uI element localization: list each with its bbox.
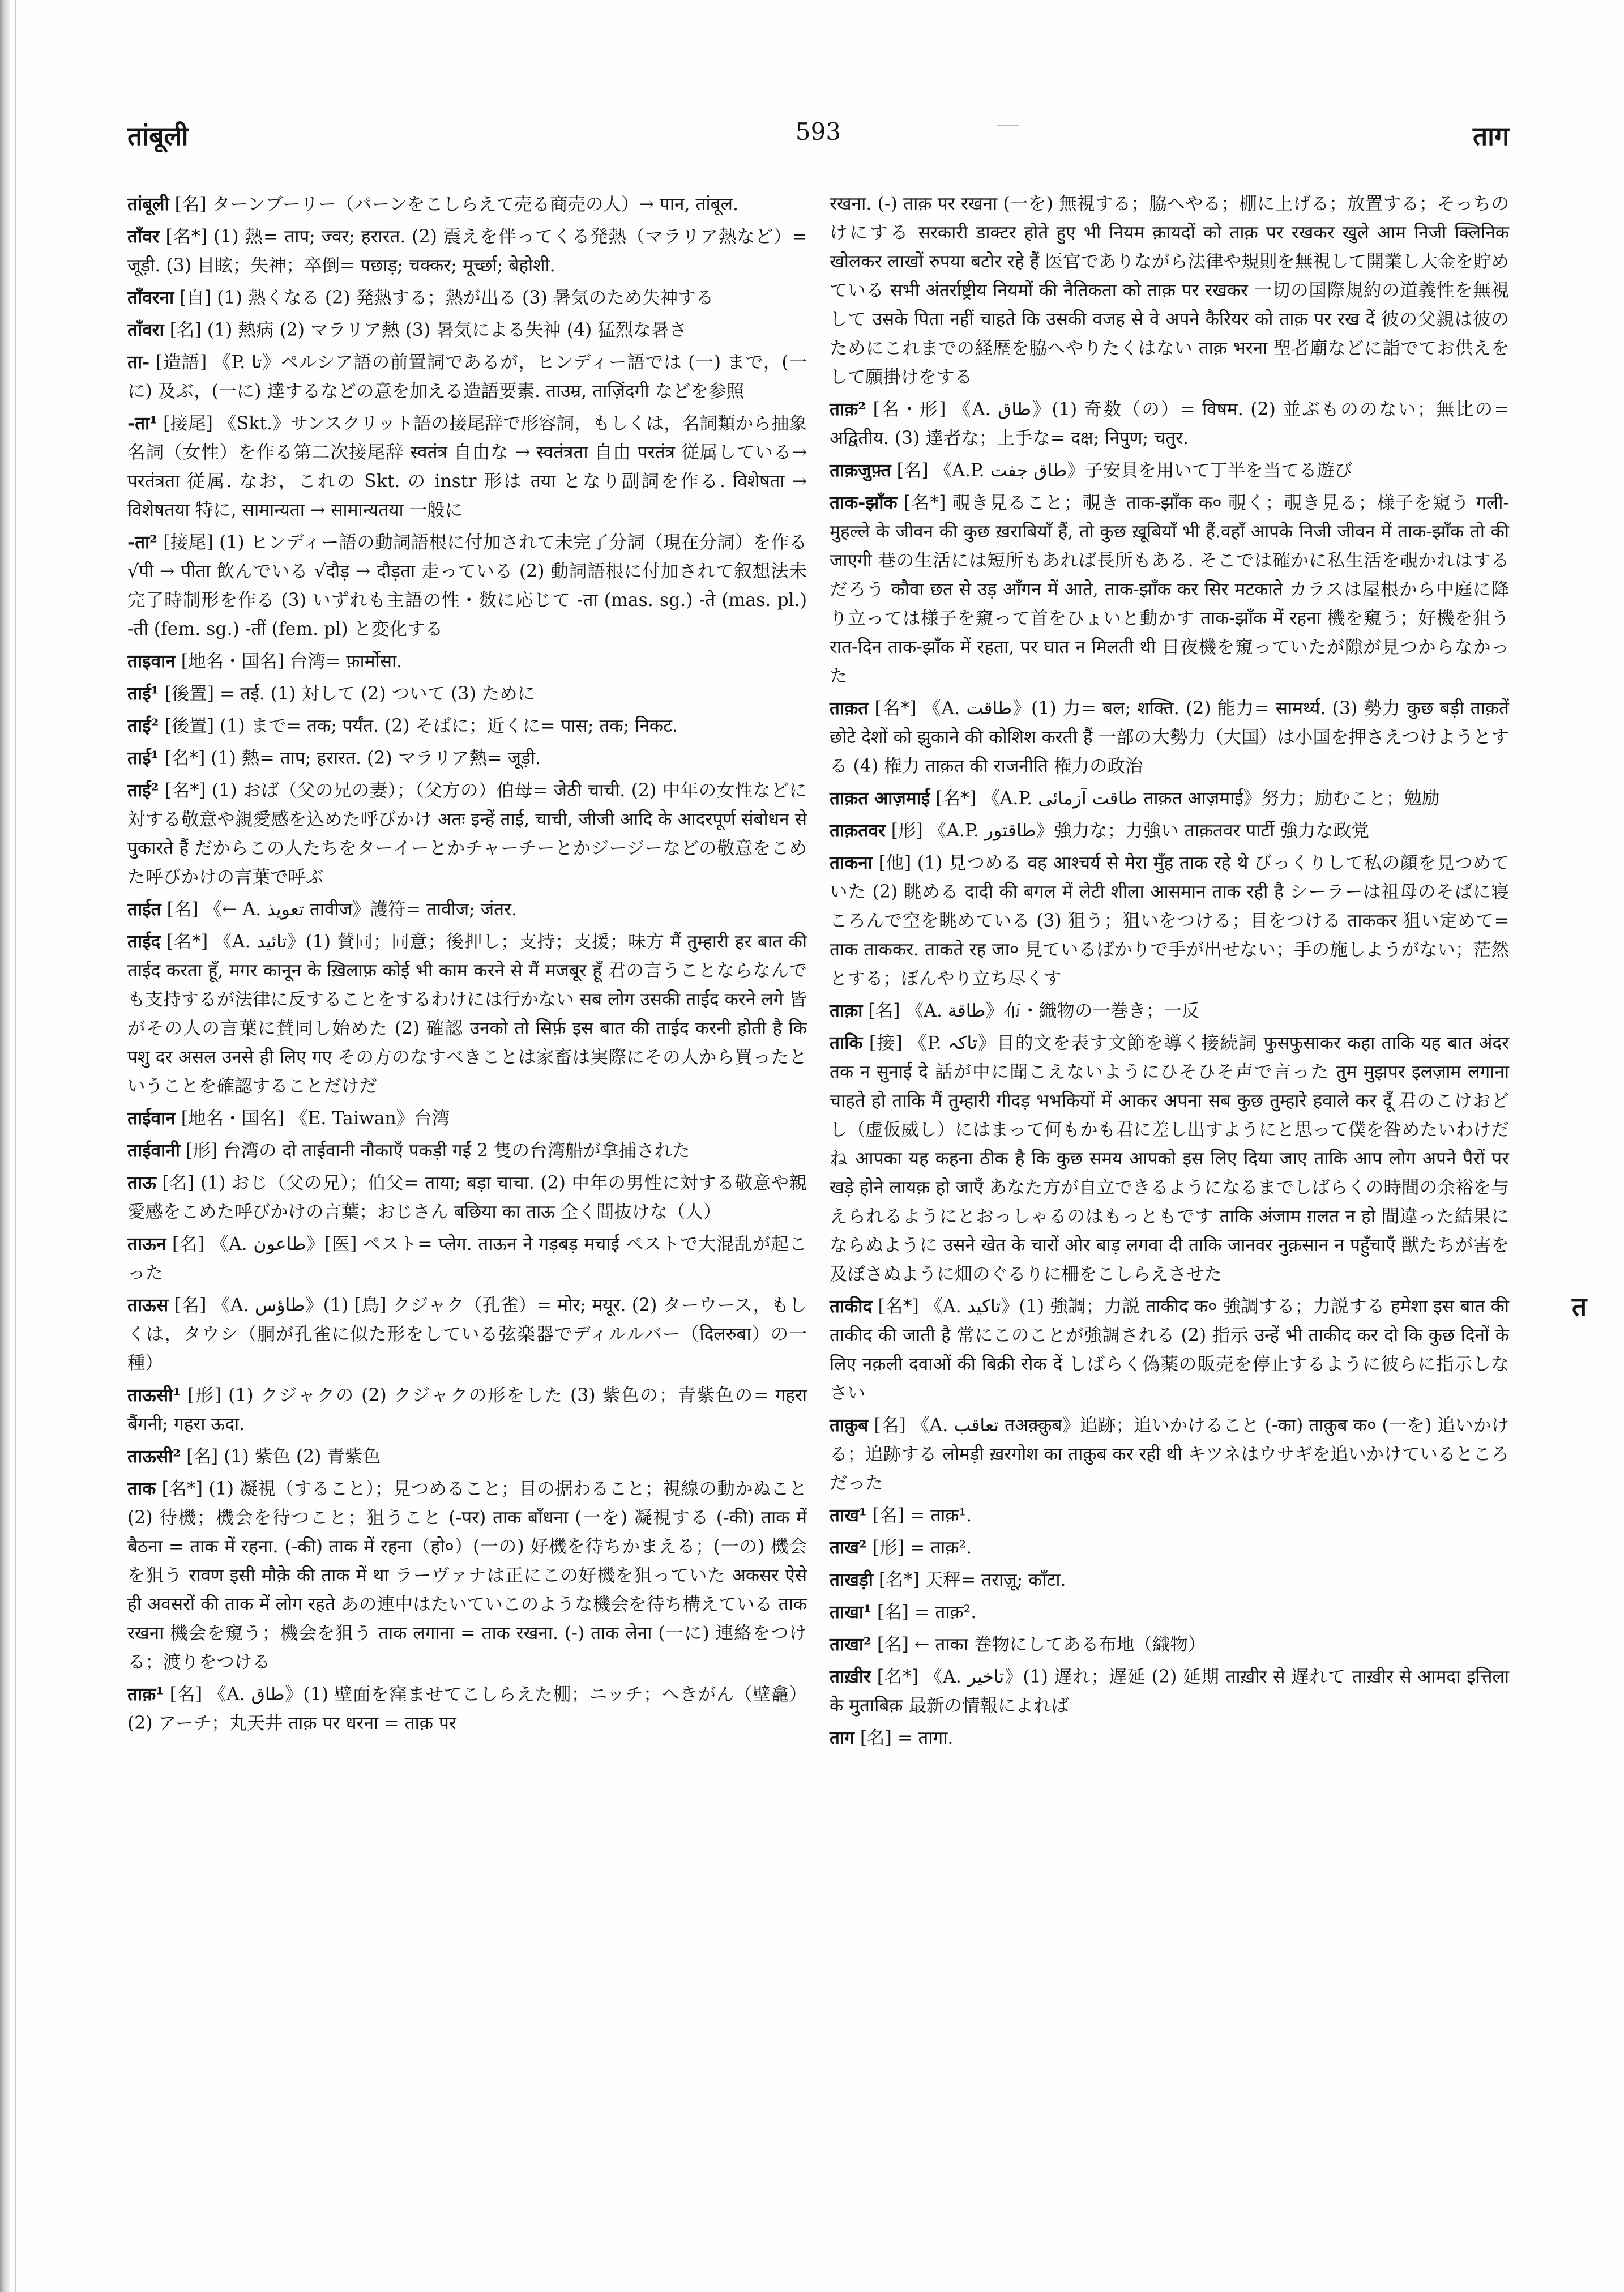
entry-headword: ताकीद xyxy=(830,1296,873,1317)
dictionary-entry xyxy=(127,744,807,773)
entry-headword: ताऊसी¹ xyxy=(127,1385,181,1406)
entry-headword: ताई¹ xyxy=(127,748,159,769)
entry-definition: [名・形] 《A. طاق》(1) 奇数（の）= विषम. (2) 並ぶもののない；無比の= अद्वितीय. (3) 達者な；上手な= दक्ष; निपुण; चतुर. xyxy=(830,399,1510,449)
entry-headword: ताक़तवर xyxy=(830,820,886,841)
entry-definition: [名*] 《A. طاقت》(1) 力= बल; शक्ति. (2) 能力= सामर्थ्य. (3) 勢力 कुछ बड़ी ताक़तें छोटे देशों को झुकाने की कोशिश करती हैं 一部の大勢力（大国）は小国を押さえつけようとする (4) 権力 ताक़त की राजनीति 権力の政治 xyxy=(830,698,1509,776)
entry-definition: [名*] (1) 熱= ताप; ज्वर; हरारत. (2) 震えを伴ってくる発熱（マラリア熱など）= जूड़ी. (3) 目眩；失神；卒倒= पछाड़; चक्कर; मूर्च्छा; बेहोशी. xyxy=(127,227,807,276)
dictionary-entry xyxy=(830,694,1509,781)
entry-definition: [名*] 《A. تائيد》(1) 賛同；同意；後押し；支持；支援；味方 मैं तुम्हारी हर बात की ताईद करता हूँ, मगर कानून के ख़िलाफ़ कोई भी काम करने से मैं मजबूर हूँ 君の言うことならなんでも支持するが法律に反することをするわけには行かない सब लोग उसकी ताईद करने लगे 皆がその人の言葉に賛同し始めた (2) 確認 उनको तो सिर्फ़ इस बात की ताईद करनी होती है कि पशु दर असल उनसे ही लिए गए その方のなすべきことは家畜は実際にその人から買ったということを確認することだけだ xyxy=(127,932,807,1096)
entry-headword: ताख² xyxy=(830,1537,867,1558)
scan-binding-edge xyxy=(0,0,10,2292)
entry-definition: [名*] (1) 熱= ताप; हरारत. (2) マラリア熱= जूड़ी. xyxy=(164,748,541,769)
dictionary-entry xyxy=(830,996,1509,1026)
entry-definition: [自] (1) 熱くなる (2) 発熱する；熱が出る (3) 暑気のため失神する xyxy=(180,288,714,308)
entry-headword: ताँवरा xyxy=(127,319,164,340)
dictionary-entry xyxy=(127,647,807,676)
dictionary-entry xyxy=(830,1630,1509,1659)
dictionary-entry xyxy=(127,776,807,892)
entry-headword: ताखा² xyxy=(830,1634,871,1655)
dictionary-entry xyxy=(127,190,807,219)
entry-definition: [地名・国名] 台湾= फ़ार्मोसा. xyxy=(181,651,403,672)
entry-definition: रखना. (-) ताक़ पर रखना (一を) 無視する；脇へやる；棚に上げる；放置する；そっちのけにする सरकारी डाक्टर होते हुए भी नियम क़ायदों को ताक़ पर रखकर खुले आम निजी क्लिनिक खोलकर लाखों रुपया बटोर रहे हैं 医官でありながら法律や規則を無視して開業し大金を貯めている सभी अंतर्राष्ट्रीय नियमों की नैतिकता को ताक़ पर रखकर 一切の国際規約の道義性を無視して उसके पिता नहीं चाहते कि उसकी वजह से वे अपने कैरियर को ताक़ पर रख दें 彼の父親は彼のためにこれまでの経歴を脇へやりたくはない ताक़ भरना 聖者廟などに詣でてお供えをして願掛けをする xyxy=(830,194,1509,387)
entry-definition: [名] 《A. طاق》(1) 壁面を窪ませてこしらえた棚；ニッチ；へきがん（壁龕） (2) アーチ；丸天井 ताक़ पर धरना = ताक़ पर xyxy=(127,1684,807,1734)
entry-headword: ताँवर xyxy=(127,226,160,247)
entry-definition: [名*] 《A.P. طاقت آزمائی ताक़त आज़माई》努力；励むこと；勉励 xyxy=(935,788,1440,809)
entry-headword: ताकि xyxy=(830,1032,863,1053)
dictionary-entry xyxy=(127,1381,807,1439)
header-guide-word-right: ताग xyxy=(1472,121,1509,151)
entry-headword: ताखड़ी xyxy=(830,1569,873,1590)
entry-headword: ताखा¹ xyxy=(830,1602,871,1623)
dictionary-entry xyxy=(830,1501,1509,1530)
entry-headword: ता- xyxy=(127,352,150,373)
entry-headword: ताईवानी xyxy=(127,1140,180,1161)
entry-definition: [接尾] (1) ヒンディー語の動詞語根に付加されて未完了分詞（現在分詞）を作る √पी → पीता 飲んでいる √दौड़ → दौड़ता 走っている (2) 動詞語根に付加されて叙想法未完了時制形を作る (3) いずれも主語の性・数に応じて -ता (mas. sg.) -ते (mas. pl.) -ती (fem. sg.) -तीं (fem. pl) と変化する xyxy=(127,532,807,639)
entry-headword: -ता² xyxy=(127,532,157,553)
dictionary-column-right xyxy=(830,190,1509,1756)
dictionary-entry xyxy=(830,1533,1509,1563)
dictionary-entry xyxy=(127,895,807,924)
dictionary-entry xyxy=(127,1291,807,1378)
entry-headword: ताक xyxy=(127,1478,156,1499)
entry-definition: [名] 《A. طاقة》布・織物の一巻き；一反 xyxy=(868,1001,1200,1021)
entry-definition: [名] (1) おじ（父の兄）；伯父= ताया; बड़ा चाचा. (2) 中年の男性に対する敬意や親愛感をこめた呼びかけの言葉；おじさん बछिया का ताऊ 全く間抜けな（人） xyxy=(127,1173,807,1222)
entry-headword: ताईत xyxy=(127,899,161,920)
dictionary-entry xyxy=(127,222,807,280)
entry-definition: [後置] (1) まで= तक; पर्यंत. (2) そばに；近くに= पास; तक; निकट. xyxy=(164,716,678,736)
entry-definition: [形] 台湾の दो ताईवानी नौकाएँ पकड़ी गईं 2 隻の台湾船が拿捕された xyxy=(185,1141,690,1161)
dictionary-entry xyxy=(830,1292,1509,1408)
entry-definition: [名] 《A. تعاقب तअक़्क़ुब》追跡；追いかけること (-का) ताक़ुब क० (一を) 追いかける；追跡する लोमड़ी ख़रगोश का ताक़ुब कर रही थी キツネはウサギを追いかけているところだった xyxy=(830,1415,1509,1493)
dictionary-entry xyxy=(830,1598,1509,1627)
thumb-index-letter: त xyxy=(1572,1291,1587,1322)
entry-headword: ताईद xyxy=(127,931,161,952)
dictionary-entry xyxy=(830,1723,1509,1753)
entry-headword: ताइवान xyxy=(127,651,176,672)
entry-headword: ताक़ा xyxy=(830,1000,863,1021)
dictionary-entry xyxy=(127,1474,807,1677)
scan-binding-line xyxy=(15,0,16,2292)
dictionary-entry xyxy=(830,1028,1509,1289)
entry-definition: [接尾] 《Skt.》サンスクリット語の接尾辞で形容詞，もしくは，名詞類から抽象名詞（女性）を作る第二次接尾辞 स्वतंत्र 自由な → स्वतंत्रता 自由 परतंत्र 従属している→ परतंत्रता 従属. なお，これの Skt. の instr 形は तया となり副詞を作る. विशेषता → विशेषतया 特に, सामान्यता → सामान्यतया 一般に xyxy=(127,413,807,520)
entry-definition: [名] 《A.P. طاق جفت》子安貝を用いて丁半を当てる遊び xyxy=(896,460,1353,481)
entry-definition: [形] (1) クジャクの (2) クジャクの形をした (3) 紫色の；青紫色の= गहरा बैंगनी; गहरा ऊदा. xyxy=(127,1385,807,1435)
dictionary-entry xyxy=(127,348,807,406)
entry-definition: [名*] (1) おば（父の兄の妻）；（父方の）伯母= जेठी चाची. (2) 中年の女性などに対する敬意や親愛感を込めた呼びかけ अतः इन्हें ताई, चाची, जीजी आदि के आदरपूर्ण संबोधन से पुकारते हैं だからこの人たちをターイーとかチャーチーとかジージーなどの敬意をこめた呼びかけの言葉で呼ぶ xyxy=(127,780,807,887)
entry-headword: ताऊसी² xyxy=(127,1446,181,1467)
dictionary-entry xyxy=(830,488,1509,691)
entry-headword: ताऊन xyxy=(127,1234,166,1254)
entry-headword: ताई² xyxy=(127,715,159,736)
dictionary-entry xyxy=(830,1662,1509,1721)
dictionary-entry xyxy=(127,283,807,313)
dictionary-entry xyxy=(830,848,1509,993)
dictionary-entry xyxy=(830,190,1509,392)
entry-headword: ताऊस xyxy=(127,1295,169,1316)
dictionary-entry xyxy=(127,711,807,741)
entry-headword: ताक़त xyxy=(830,698,869,719)
entry-definition: [接] 《P. تاكہ》目的文を表す文節を導く接続詞 फुसफुसाकर कहा ताकि यह बात अंदर तक न सुनाई दे 話が中に聞こえないようにひそひそ声で言った तुम मुझपर इलज़ाम लगाना चाहते हो ताकि मैं तुम्हारी गीदड़ भभकियों में आकर अपना सब कुछ तुम्हारे हवाले कर दूँ 君のこけおどし（虚仮威し）にはまって何もかも君に差し出すようにと思って僕を咎めたいわけだね आपका यह कहना ठीक है कि कुछ समय आपको इस लिए दिया जाए ताकि आप लोग अपने पैरों पर खड़े होने लायक़ हो जाएँ あなた方が自立できるようになるまでしばらくの時間の余裕を与えられるようにとおっしゃるのはもっともです ताकि अंजाम ग़लत न हो 間違った結果にならぬように उसने खेत के चारों ओर बाड़ लगवा दी ताकि जानवर नुक़सान न पहुँचाएँ 獣たちが害を及ぼさぬように畑のぐるりに柵をこしらえさせた xyxy=(830,1033,1509,1284)
entry-headword: ताक़¹ xyxy=(127,1684,164,1705)
page-number: 593 xyxy=(795,118,841,146)
scan-mark xyxy=(997,125,1019,126)
dictionary-entry xyxy=(127,528,807,644)
entry-headword: ताकना xyxy=(830,852,873,873)
dictionary-entry xyxy=(127,1136,807,1166)
entry-headword: ताँवरना xyxy=(127,287,174,308)
entry-definition: [名*] (1) 凝視（すること）；見つめること；目の据わること；視線の動かぬこと (2) 待機；機会を待つこと；狙うこと (-पर) ताक बाँधना (一を) 凝視する (-की) ताक में बैठना = ताक में रहना. (-की) ताक में रहना（हो०）(一の) 好機を待ちかまえる；(一の) 機会を狙う रावण इसी मौक़े की ताक में था ラーヴァナは正にこの好機を狙っていた अकसर ऐसे ही अवसरों की ताक में लोग रहते あの連中はたいていこのような機会を待ち構えている ताक रखना 機会を窺う；機会を狙う ताक लगाना = ताक रखना. (-) ताक लेना (一に) 連絡をつける；渡りをつける xyxy=(127,1479,807,1672)
entry-headword: ताक़ुब xyxy=(830,1415,869,1436)
dictionary-entry xyxy=(830,1411,1509,1498)
dictionary-entry xyxy=(127,927,807,1101)
entry-headword: ताख¹ xyxy=(830,1505,867,1526)
entry-definition: [名] 《← A. تعويذ तावीज》護符= तावीज; जंतर. xyxy=(166,899,517,920)
dictionary-column-left xyxy=(127,190,807,1741)
dictionary-entry xyxy=(830,816,1509,846)
dictionary-entry xyxy=(127,679,807,708)
entry-definition: [地名・国名] 《E. Taiwan》台湾 xyxy=(181,1108,450,1129)
entry-headword: तांबूली xyxy=(127,194,169,215)
entry-definition: [名*] 天秤= तराज़ू; काँटा. xyxy=(878,1570,1066,1590)
entry-headword: ताईवान xyxy=(127,1108,176,1129)
entry-headword: ताई² xyxy=(127,780,159,801)
entry-definition: [形] 《A.P. طاقتور》強力な；力強い ताक़तवर पार्टी 強力な政党 xyxy=(891,821,1369,841)
entry-definition: [形] = ताक़². xyxy=(872,1538,972,1558)
dictionary-entry xyxy=(830,1565,1509,1595)
entry-definition: [名] (1) 熱病 (2) マラリア熱 (3) 暑気による失神 (4) 猛烈な暑さ xyxy=(169,320,687,340)
dictionary-entry xyxy=(830,456,1509,485)
entry-headword: ताक़त आज़माई xyxy=(830,788,930,809)
dictionary-entry xyxy=(127,409,807,525)
dictionary-entry xyxy=(127,1168,807,1227)
entry-definition: [名*] 《A. تاكيد》(1) 強調；力説 ताकीद क० 強調する；力説する हमेशा इस बात की ताकीद की जाती है 常にこのことが強調される (2) 指示 उन्हें भी ताकीद कर दो कि कुछ दिनों के लिए नक़ली दवाओं की बिक्री रोक दें しばらく偽薬の販売を停止するように彼らに指示しなさい xyxy=(830,1296,1510,1403)
dictionary-entry xyxy=(127,1680,807,1738)
entry-definition: [後置] = तई. (1) 対して (2) ついて (3) ために xyxy=(164,684,536,704)
dictionary-entry xyxy=(127,315,807,345)
entry-definition: [名] = ताक़¹. xyxy=(872,1505,972,1526)
entry-definition: [名] (1) 紫色 (2) 青紫色 xyxy=(186,1446,381,1467)
entry-definition: [名] = तागा. xyxy=(860,1728,954,1748)
entry-headword: ताग xyxy=(830,1727,854,1748)
entry-definition: [造語] 《P. تا》ペルシア語の前置詞であるが，ヒンディー語では (一) まで，(一に) 及ぶ，(一に) 達するなどの意を加える造語要素. ताउम्र, ताज़िंदगी などを参照 xyxy=(127,352,807,402)
entry-headword: ताई¹ xyxy=(127,683,159,704)
header-guide-word-left: तांबूली xyxy=(127,121,189,151)
entry-headword: ताक-झाँक xyxy=(830,492,898,513)
dictionary-entry xyxy=(127,1230,807,1288)
entry-definition: [他] (1) 見つめる वह आश्चर्य से मेरा मुँह ताक रहे थे びっくりして私の顔を見つめていた (2) 眺める दादी की बगल में लेटी शीला आसमान ताक रही है シーラーは祖母のそばに寝ころんで空を眺めている (3) 狙う；狙いをつける；目をつける ताककर 狙い定めて= ताक ताककर. ताकते रह जा० 見ているばかりで手が出せない；手の施しようがない；茫然とする；ぼんやり立ち尽くす xyxy=(830,853,1509,989)
dictionary-entry xyxy=(830,784,1509,813)
entry-definition: [名] ターンブーリー（パーンをこしらえて売る商売の人）→ पान, तांबूल. xyxy=(174,194,738,215)
entry-definition: [名] 《A. طاؤس》(1) [鳥] クジャク（孔雀）= मोर; मयूर. (2) ターウース，もしくは，タウシ（胴が孔雀に似た形をしている弦楽器でディルルバー（दिलरुबा）の一種） xyxy=(127,1295,807,1373)
entry-headword: ताख़ीर xyxy=(830,1666,871,1687)
entry-definition: [名*] 覗き見ること；覗き ताक-झाँक क० 覗く；覗き見る；様子を窺う गली-मुहल्ले के जीवन की कुछ ख़राबियाँ हैं, तो कुछ ख़ूबियाँ भी हैं.वहाँ आपके निजी जीवन में ताक-झाँक तो की जाएगी 巷の生活には短所もあれば長所もある. そこでは確かに私生活を覗かれはするだろう कौवा छत से उड़ आँगन में आते, ताक-झाँक कर सिर मटकाते カラスは屋根から中庭に降り立っては様子を窺って首をひょいと動かす ताक-झाँक में रहना 機を窺う；好機を狙う रात-दिन ताक-झाँक में रहता, पर घात न मिलती थी 日夜機を窺っていたが隙が見つからなかった xyxy=(830,493,1510,686)
entry-headword: ताक़जुफ़्त xyxy=(830,460,891,481)
dictionary-entry xyxy=(830,395,1509,453)
entry-headword: -ता¹ xyxy=(127,413,157,434)
dictionary-entry xyxy=(127,1104,807,1133)
page-header xyxy=(127,118,1509,152)
dictionary-entry xyxy=(127,1442,807,1471)
entry-definition: [名] = ताक़². xyxy=(877,1602,977,1623)
entry-headword: ताक़² xyxy=(830,399,866,420)
entry-definition: [名*] 《A. تاخير》(1) 遅れ；遅延 (2) 延期 ताख़ीर से 遅れて ताख़ीर से आमदा इत्तिला के मुताबिक़ 最新の情報によれば xyxy=(830,1667,1509,1716)
entry-definition: [名] ← ताका 巻物にしてある布地（織物） xyxy=(877,1634,1206,1655)
entry-definition: [名] 《A. طاعون》[医] ペスト= प्लेग. ताऊन ने गड़बड़ मचाई ペストで大混乱が起こった xyxy=(127,1234,807,1283)
entry-headword: ताऊ xyxy=(127,1172,156,1193)
